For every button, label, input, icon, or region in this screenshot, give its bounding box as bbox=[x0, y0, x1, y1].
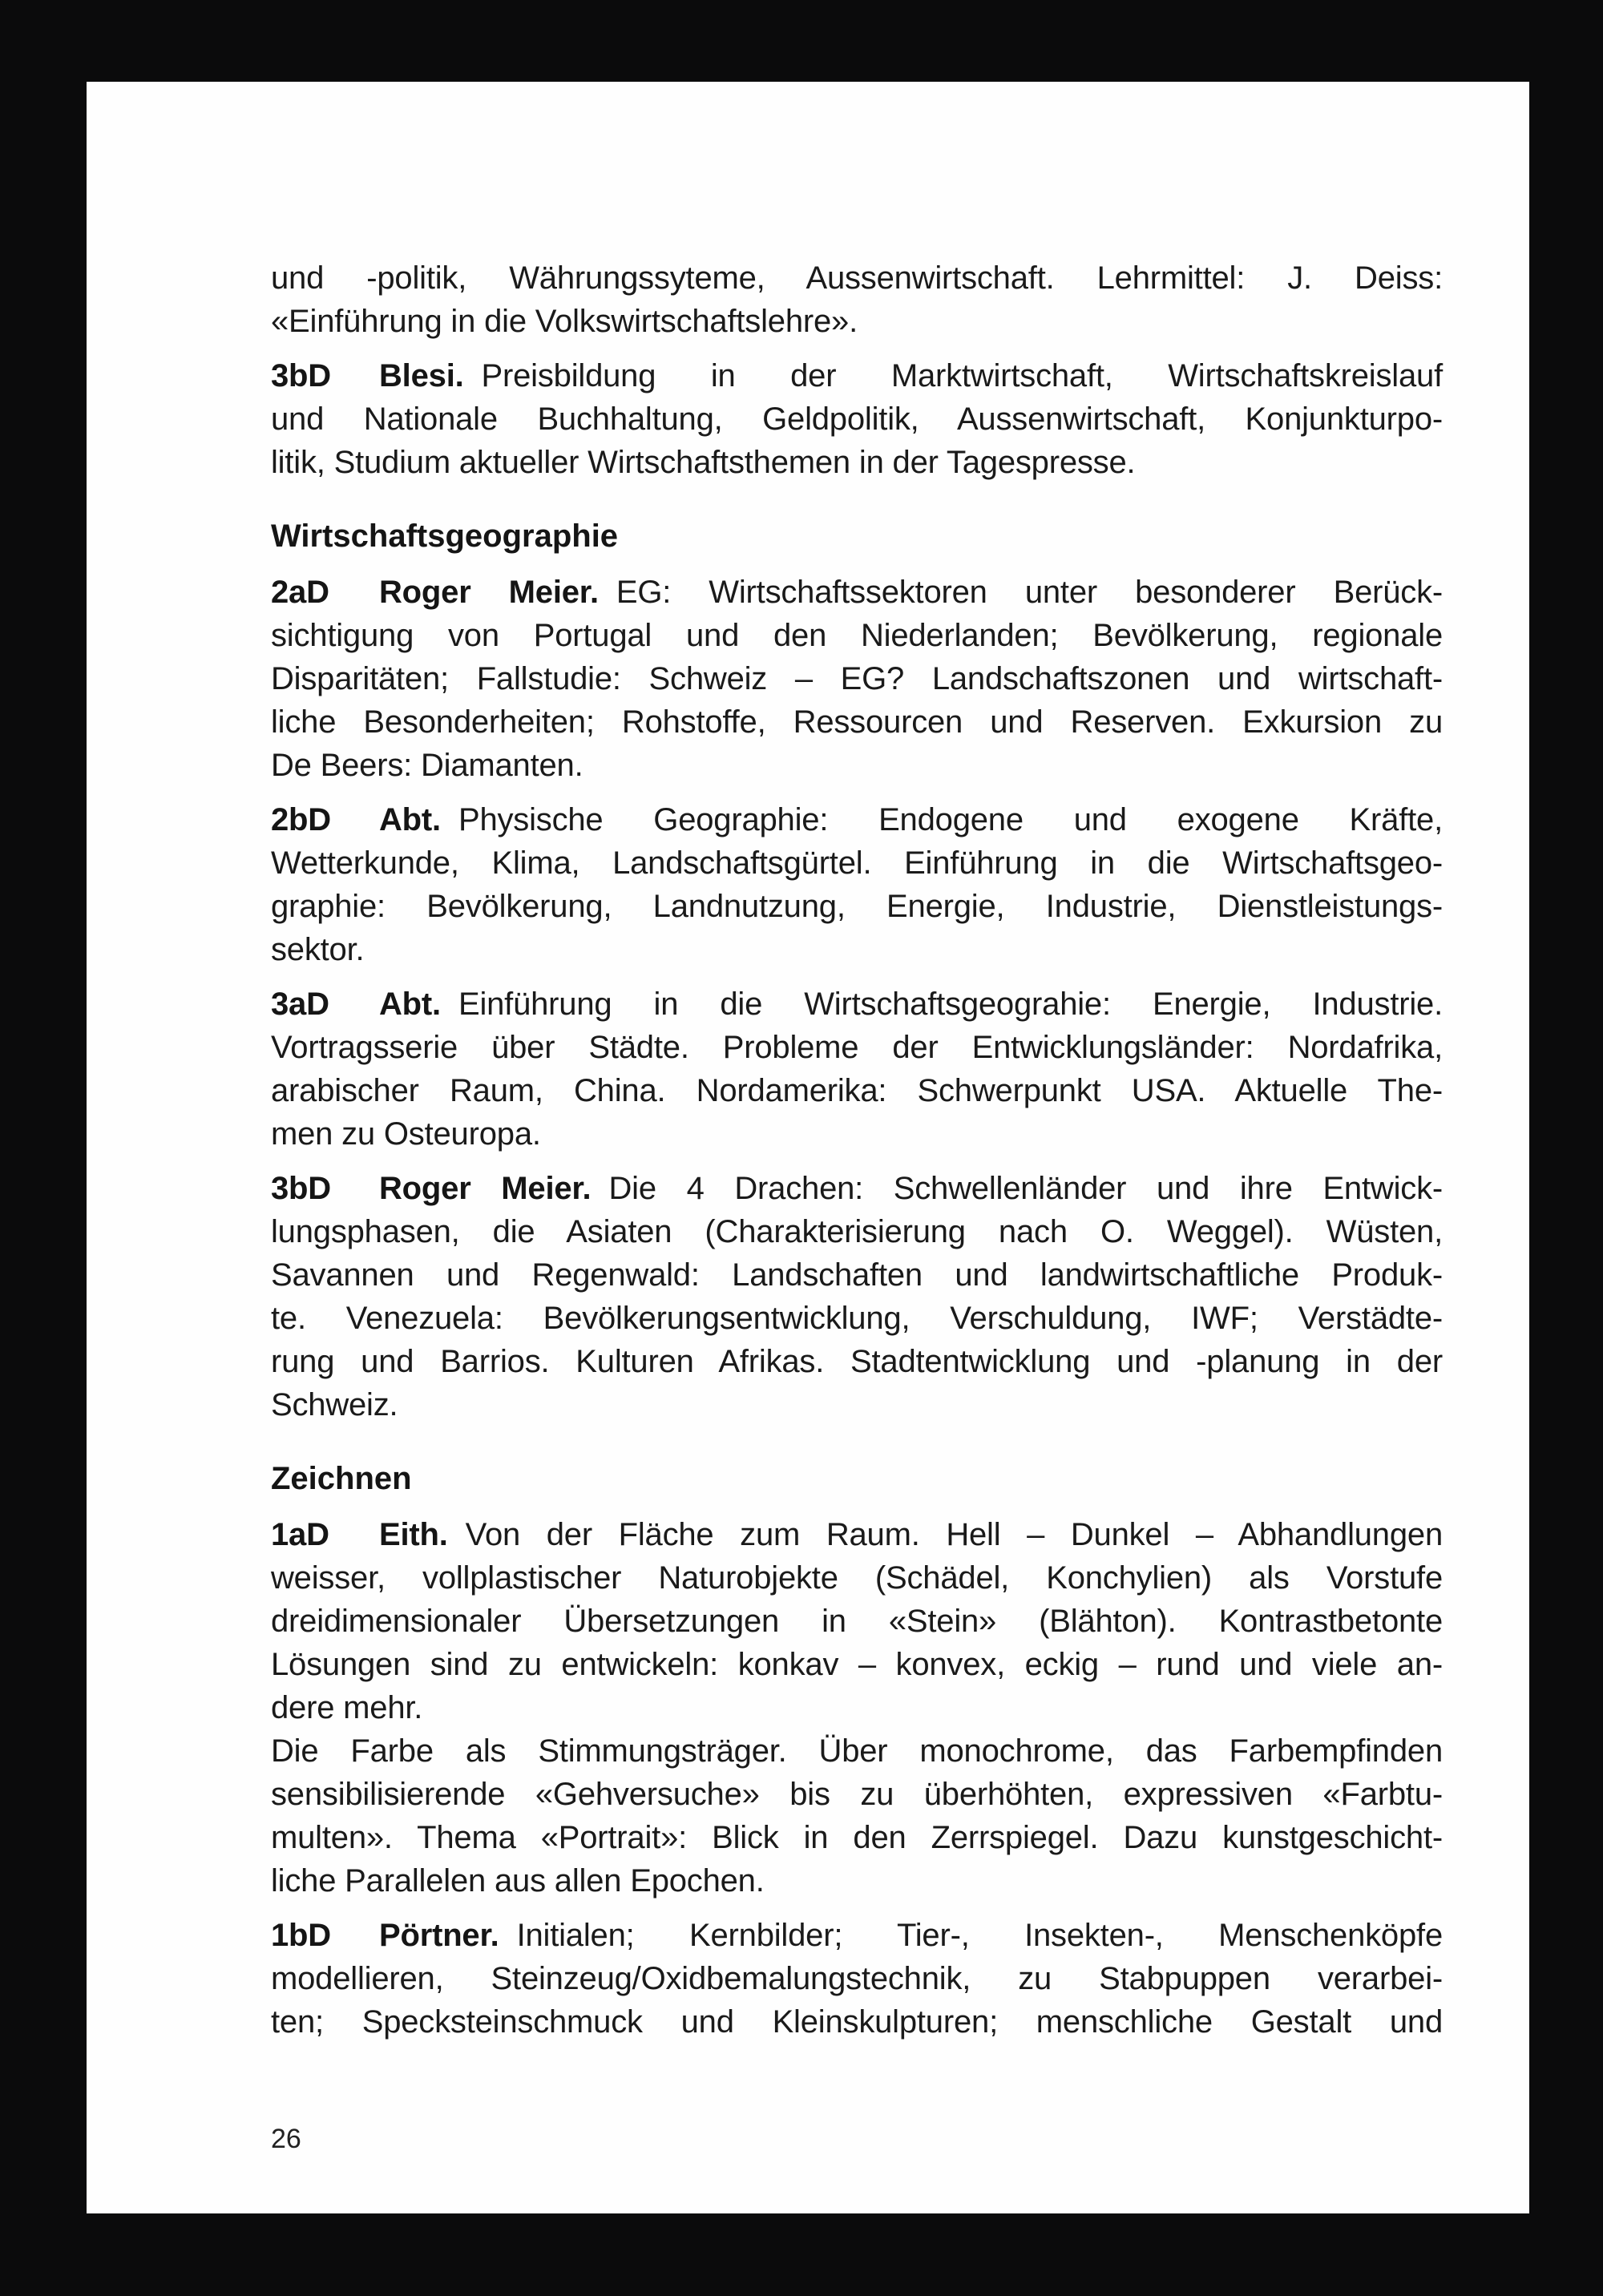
text-line: rung und Barrios. Kulturen Afrikas. Stadtentwicklung und -planung in der bbox=[271, 1344, 1443, 1379]
text-line: liche Parallelen aus allen Epochen. bbox=[271, 1863, 765, 1899]
entry-text: EG: Wirtschaftssektoren unter besonderer Berück- bbox=[616, 575, 1443, 610]
teacher-name: Roger Meier. bbox=[379, 575, 599, 610]
entry-text: Initialen; Kernbilder; Tier-, Insekten-, Menschenköpfe bbox=[516, 1918, 1443, 1953]
text-line bbox=[271, 983, 1443, 1026]
class-code: 2aD bbox=[271, 575, 329, 610]
text-line: lungsphasen, die Asiaten (Charakterisierung nach O. Weggel). Wüsten, bbox=[271, 1214, 1443, 1249]
text-line: Wetterkunde, Klima, Landschaftsgürtel. Einführung in die Wirtschaftsgeo- bbox=[271, 845, 1443, 881]
class-code: 1aD bbox=[271, 1517, 329, 1552]
entry-lead bbox=[271, 1918, 517, 1953]
text-line: dere mehr. bbox=[271, 1690, 423, 1725]
class-code: 2bD bbox=[271, 802, 331, 837]
text-line bbox=[271, 1914, 1443, 1957]
text-line: Disparitäten; Fallstudie: Schweiz – EG? Landschaftszonen und wirtschaft- bbox=[271, 661, 1443, 696]
teacher-name: Abt. bbox=[379, 987, 441, 1022]
text-line: te. Venezuela: Bevölkerungsentwicklung, Verschuldung, IWF; Verstädte- bbox=[271, 1301, 1443, 1336]
entry-text: Preisbildung in der Marktwirtschaft, Wirtschaftskreislauf bbox=[481, 358, 1443, 393]
entry-text: Einführung in die Wirtschaftsgeograhie: Energie, Industrie. bbox=[458, 987, 1443, 1022]
page-number: 26 bbox=[271, 2124, 301, 2154]
text-line: ten; Specksteinschmuck und Kleinskulpturen; menschliche Gestalt und bbox=[271, 2004, 1443, 2040]
section-heading-wirtschaftsgeographie: Wirtschaftsgeographie bbox=[271, 519, 619, 554]
text-line bbox=[271, 571, 1443, 614]
course-entry-2bd-abt bbox=[271, 798, 1443, 971]
section-heading-zeichnen: Zeichnen bbox=[271, 1461, 412, 1496]
teacher-name: Roger Meier. bbox=[379, 1171, 592, 1206]
entry-text: Die 4 Drachen: Schwellenländer und ihre Entwick- bbox=[608, 1171, 1443, 1206]
entry-text: Physische Geographie: Endogene und exogene Kräfte, bbox=[458, 802, 1443, 837]
teacher-name: Abt. bbox=[379, 802, 441, 837]
text-line: sektor. bbox=[271, 932, 365, 967]
entry-lead bbox=[271, 1171, 608, 1206]
text-line bbox=[271, 354, 1443, 397]
entry-lead bbox=[271, 358, 482, 393]
continuation-paragraph bbox=[271, 256, 1443, 343]
text-line: arabischer Raum, China. Nordamerika: Schwerpunkt USA. Aktuelle The- bbox=[271, 1073, 1443, 1108]
class-code: 3aD bbox=[271, 987, 329, 1022]
teacher-name: Blesi. bbox=[379, 358, 464, 393]
entry-lead bbox=[271, 987, 458, 1022]
entry-lead bbox=[271, 1517, 466, 1552]
text-line: Lösungen sind zu entwickeln: konkav – konvex, eckig – rund und viele an- bbox=[271, 1647, 1443, 1682]
document-page bbox=[87, 82, 1529, 2213]
text-line bbox=[271, 1513, 1443, 1556]
course-entry-1ad-eith bbox=[271, 1513, 1443, 1903]
teacher-name: Eith. bbox=[379, 1517, 448, 1552]
course-entry-1bd-poertner bbox=[271, 1914, 1443, 2044]
entry-lead bbox=[271, 575, 616, 610]
text-line: «Einführung in die Volkswirtschaftslehre». bbox=[271, 304, 858, 339]
teacher-name: Pörtner. bbox=[379, 1918, 499, 1953]
text-line: Savannen und Regenwald: Landschaften und landwirtschaftliche Produk- bbox=[271, 1257, 1443, 1293]
entry-text: Von der Fläche zum Raum. Hell – Dunkel – Abhandlungen bbox=[465, 1517, 1443, 1552]
text-line: sensibilisierende «Gehversuche» bis zu überhöhten, expressiven «Farbtu- bbox=[271, 1777, 1443, 1812]
text-line bbox=[271, 1167, 1443, 1210]
text-line: weisser, vollplastischer Naturobjekte (Schädel, Konchylien) als Vorstufe bbox=[271, 1560, 1443, 1596]
text-line: und Nationale Buchhaltung, Geldpolitik, Aussenwirtschaft, Konjunkturpo- bbox=[271, 401, 1443, 437]
text-line: liche Besonderheiten; Rohstoffe, Ressourcen und Reserven. Exkursion zu bbox=[271, 704, 1443, 740]
text-line: modellieren, Steinzeug/Oxidbemalungstechnik, zu Stabpuppen verarbei- bbox=[271, 1961, 1443, 1996]
text-line: sichtigung von Portugal und den Niederlanden; Bevölkerung, regionale bbox=[271, 618, 1443, 653]
class-code: 3bD bbox=[271, 358, 331, 393]
text-line: litik, Studium aktueller Wirtschaftsthemen in der Tagespresse. bbox=[271, 445, 1136, 480]
course-entry-2ad-meier bbox=[271, 571, 1443, 787]
course-entry-3bd-meier bbox=[271, 1167, 1443, 1426]
text-line bbox=[271, 798, 1443, 841]
text-line: Vortragsserie über Städte. Probleme der Entwicklungsländer: Nordafrika, bbox=[271, 1030, 1443, 1065]
entry-lead bbox=[271, 802, 458, 837]
text-line: graphie: Bevölkerung, Landnutzung, Energie, Industrie, Dienstleistungs- bbox=[271, 889, 1443, 924]
text-line: Schweiz. bbox=[271, 1387, 398, 1422]
text-column bbox=[271, 256, 1443, 2055]
text-line: und -politik, Währungssyteme, Aussenwirtschaft. Lehrmittel: J. Deiss: bbox=[271, 260, 1443, 296]
text-line: Die Farbe als Stimmungsträger. Über monochrome, das Farbempfinden bbox=[271, 1733, 1443, 1769]
class-code: 1bD bbox=[271, 1918, 331, 1953]
text-line: De Beers: Diamanten. bbox=[271, 748, 583, 783]
course-entry-3bd-blesi bbox=[271, 354, 1443, 484]
text-line: dreidimensionaler Übersetzungen in «Stein» (Blähton). Kontrastbetonte bbox=[271, 1604, 1443, 1639]
course-entry-3ad-abt bbox=[271, 983, 1443, 1156]
class-code: 3bD bbox=[271, 1171, 331, 1206]
text-line: men zu Osteuropa. bbox=[271, 1116, 541, 1152]
text-line: multen». Thema «Portrait»: Blick in den Zerrspiegel. Dazu kunstgeschicht- bbox=[271, 1820, 1443, 1855]
